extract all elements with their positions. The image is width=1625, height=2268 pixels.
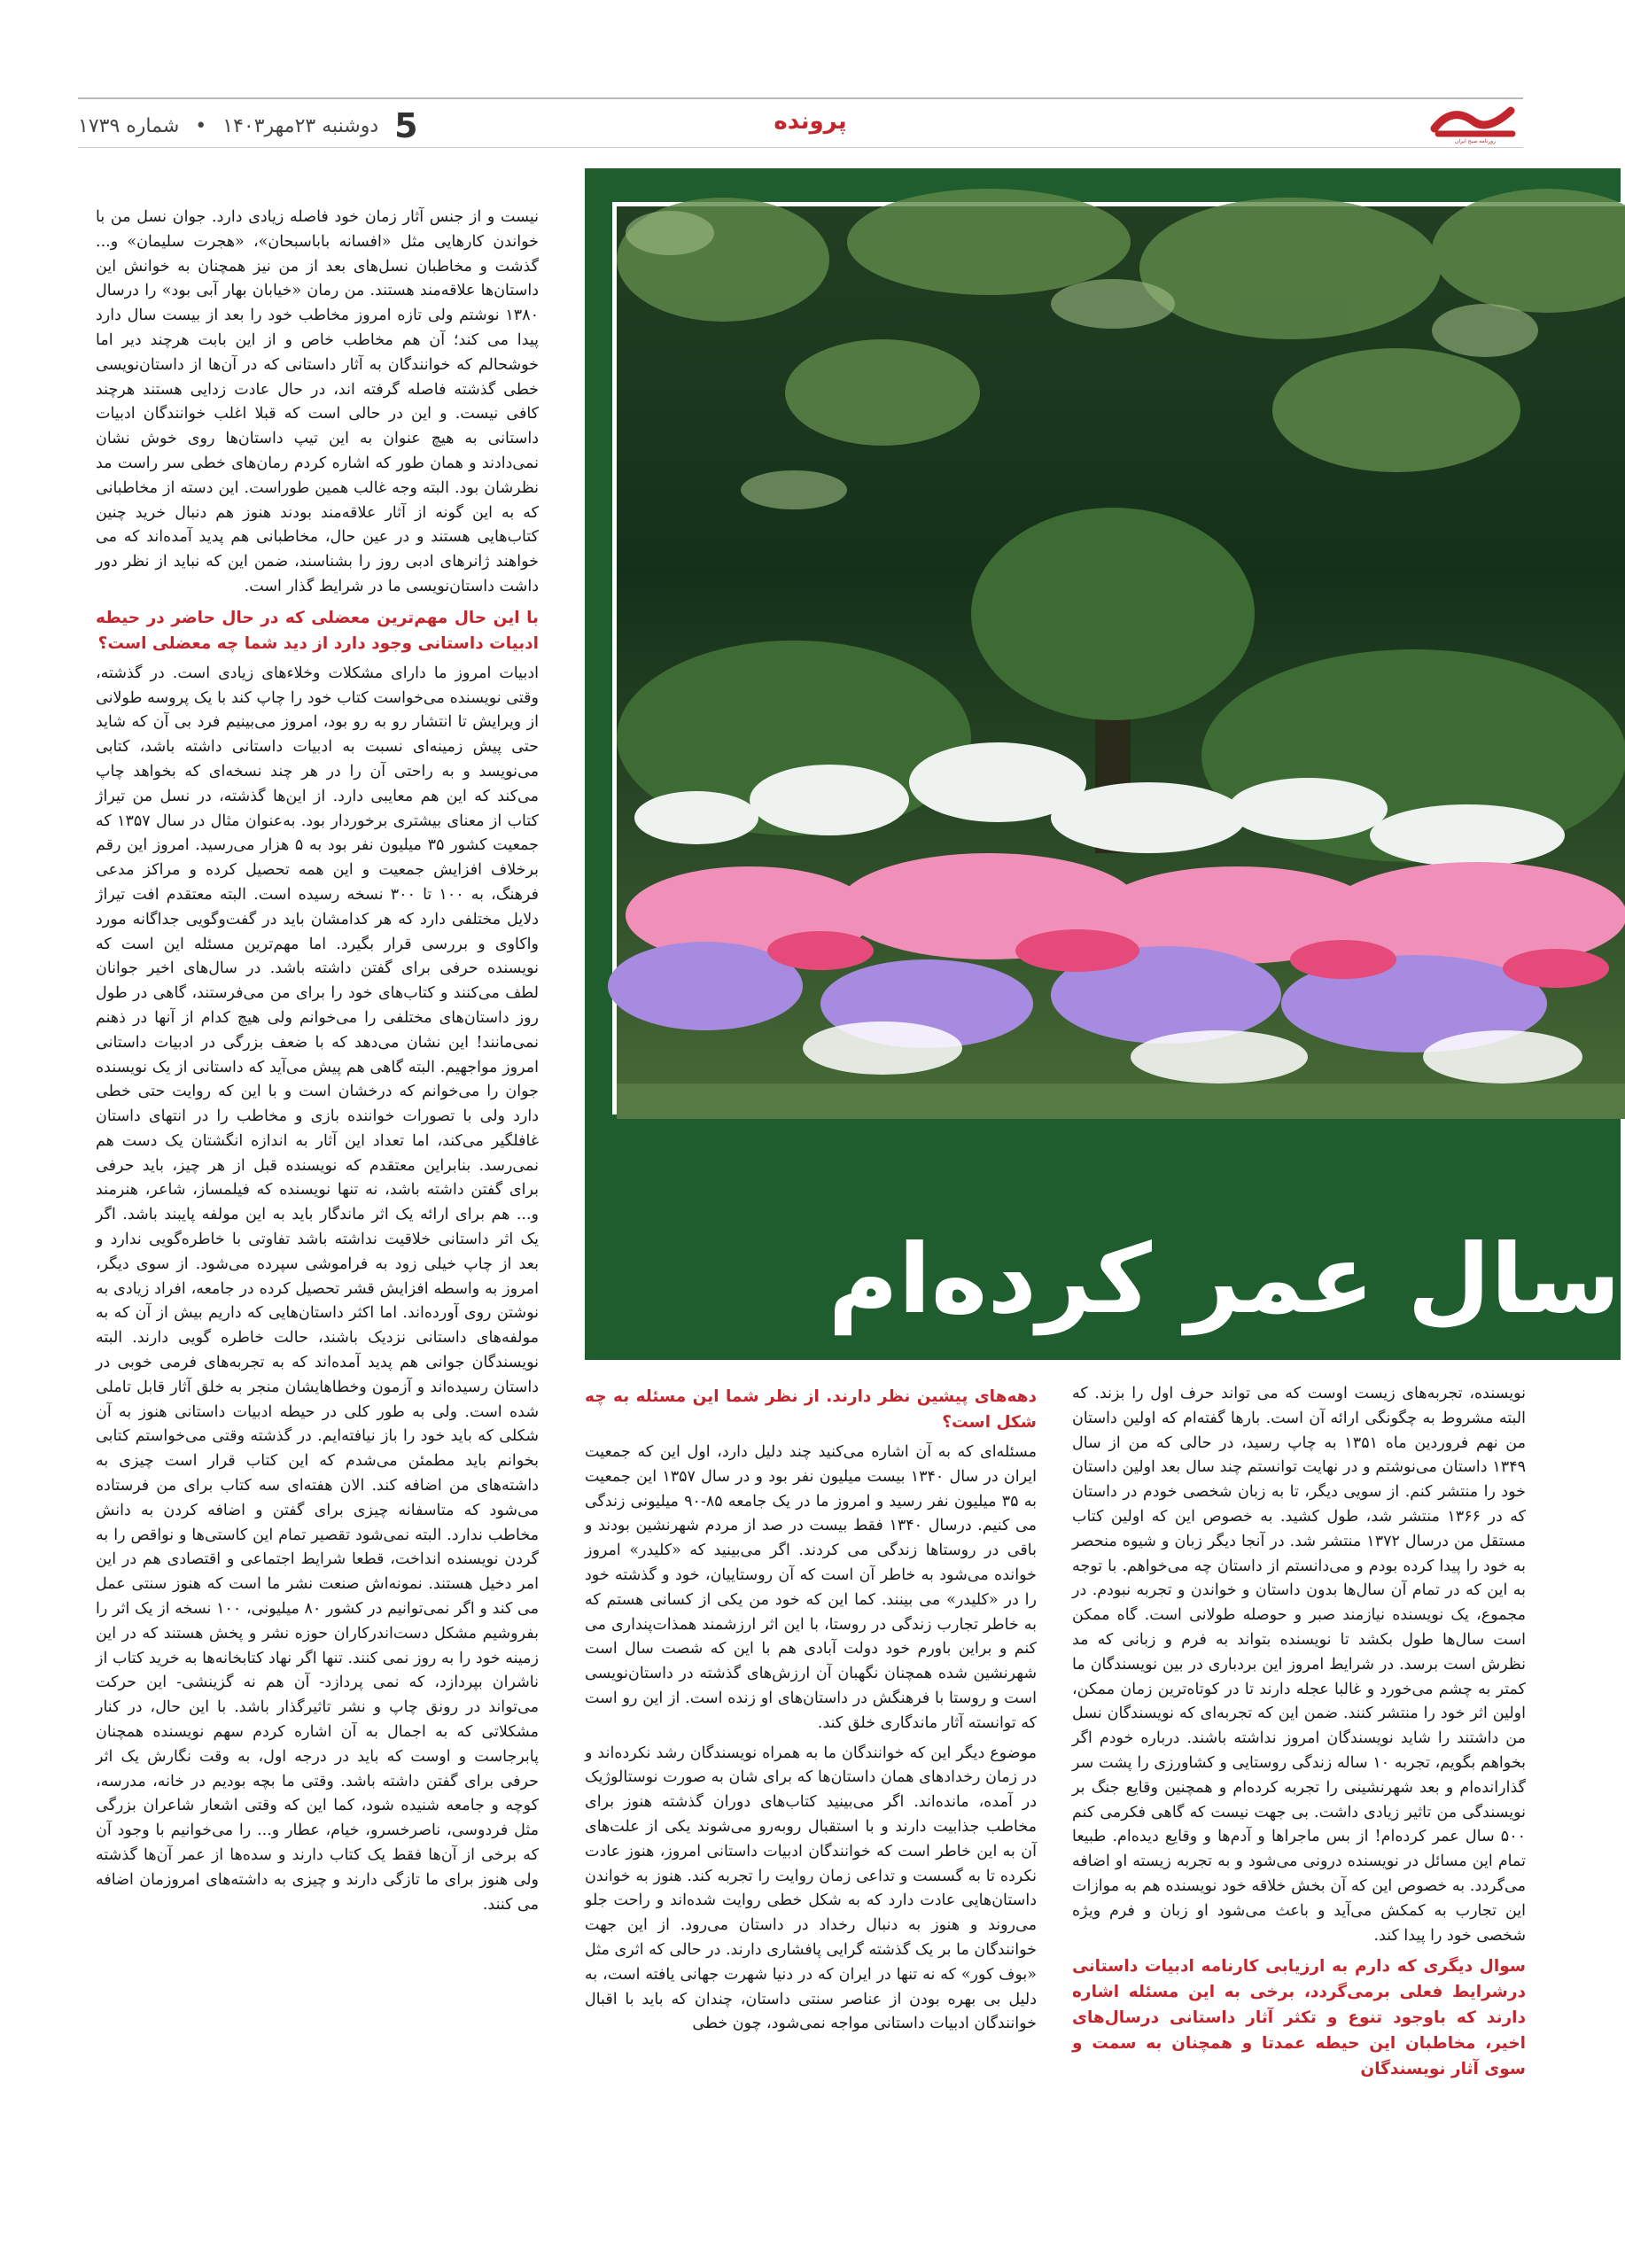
paragraph: موضوع دیگر این که خوانندگان ما به همراه نویسندگان رشد نکرده‌اند و در زمان رخدادهای همان داستان‌ها که برای شان به صورت نوستالوژیک در آمده، مانده‌اند. اگر می‌بینید کتاب‌های دوران گذشته هنوز برای مخاطب جذابیت دارند و با استقبال روبه‌رو می‌شوند یکی از علت‌های آن به این خاطر است که خوانندگان ادبیات داستانی امروز، هنوز عادت نکرده تا به گسست و تداعی زمان روایت را تجربه کند. هنوز به خواندن داستان‌هایی عادت دارد که به شکل خطی روایت شده‌اند و راحت جلو می‌روند و هنوز به دنبال رخداد در داستان می‌رود. از این جهت خوانندگان ما بر یک گذشته گرایی پافشاری دارند. در حالی که اثری مثل «بوف کور» که نه تنها در ایران که در دنیا شهرت جهانی یافته است، به دلیل بی بهره بودن از عناصر سنتی داستان، چندان که باید با اقبال خوانندگان ادبیات داستانی مواجه نمی‌شود، چون خطی <box>585 1744 1037 2033</box>
article-column-left <box>96 206 539 2172</box>
page-header <box>0 0 1621 168</box>
header-rule-top <box>78 97 1523 99</box>
logo-tagline: روزنامه صبح ایران <box>1455 138 1496 144</box>
page-info <box>78 106 418 145</box>
feature-photo <box>612 202 1621 1115</box>
section-title: پرونده <box>774 108 847 135</box>
header-rule-bottom <box>78 147 1523 148</box>
headline: سال عمر کرده‌ام <box>828 1224 1621 1335</box>
flower-garden-image <box>617 206 1625 1119</box>
article-column-right <box>1072 1382 1526 2171</box>
paragraph: نیست و از جنس آثار زمان خود فاصله زیادی دارد. جوان نسل من با خواندن کارهایی مثل «افسانه باباسبحان»، «هجرت سلیمان» و... گذشت و مخاطبان نسل‌های بعد از من نیز همچنان به خوانش این داستان‌ها علاقه‌مند هستند. من رمان «خیابان بهار آبی بود» را درسال ۱۳۸۰ نوشتم ولی تازه امروز مخاطب خود را بعد از بیست سال دارد پیدا می کند؛ آن هم مخاطب خاص و از این بابت هرچند دیر اما خوشحالم که خوانندگان به آثار داستانی که در آن‌ها از داستان‌نویسی خطی گذشته فاصله گرفته اند، در حال عادت زدایی هستند هرچند کافی نیست. و این در حالی است که قبلا اغلب خوانندگان ادبیات داستانی به هیچ عنوان به این تیپ داستان‌ها روی خوش نشان نمی‌دادند و همان طور که اشاره کردم رمان‌های خطی سر راست مد نظرشان بود. البته وجه غالب همین طوراست. این دسته از مخاطبانی که به این گونه از آثار علاقه‌مند بودند هنوز هم دنبال خرید چنین کتاب‌هایی هستند و در عین حال، مخاطبانی هم پدید آمده‌اند که می خواهند ژانرهای ادبی روز را بشناسند، ضمن این که نباید از نظر دور داشت داستان‌نویسی ما در شرایط گذار است. <box>96 208 539 595</box>
paragraph: ادبیات امروز ما دارای مشکلات وخلاءهای زیادی است. در گذشته، وقتی نویسنده می‌خواست کتاب خود را چاپ کند با یک پروسه طولانی از ویرایش تا انتشار رو به رو بود، امروز می‌بینیم فرد بی آن که شاید حتی پیش زمینه‌ای نسبت به ادبیات داستانی داشته باشد، کتابی می‌نویسد و به راحتی آن را در هر چند نسخه‌ای که بخواهد چاپ می‌کند که این هم معایبی دارد. از این‌ها گذشته، در نسل من تیراژ کتاب از معنای بیشتری برخوردار بود. به‌عنوان مثال در سال ۱۳۵۷ که جمعیت کشور ۳۵ میلیون نفر بود به ۵ هزار می‌رسید. امروز این رقم برخلاف افزایش جمعیت و این همه تحصیل کرده و مراکز مدعی فرهنگ، به ۱۰۰ تا ۳۰۰ نسخه رسیده است. البته معتقدم افت تیراژ دلایل مختلفی دارد که هر کدامشان باید در گفت‌وگویی جداگانه مورد واکاوی و بررسی قرار بگیرد. اما مهم‌ترین مسئله این است که نویسنده حرفی برای گفتن داشته باشد. در سال‌های اخیر جوانان لطف می‌کنند و کتاب‌های خود را برای من می‌فرستند، گاهی در طول روز داستان‌های مختلفی را می‌خوانم ولی هیچ کدام از آنها در ذهنم نمی‌مانند! این نشان می‌دهد که با ضعف بزرگی در ادبیات داستانی امروز مواجهیم. البته گاهی هم پیش می‌آید که داستانی از یک نویسنده جوان را می‌خوانم که درخشان است و با این که روایت حتی خطی دارد ولی با تصورات خواننده بازی و مخاطب را در انتهای داستان غافلگیر می‌کند، اما تعداد این آثار به اندازه انگشتان یک دست هم نمی‌رسد. بنابراین معتقدم که نویسنده قبل از هر چیز، باید حرفی برای گفتن داشته باشد، نه تنها نویسنده که فیلمساز، شاعر، هنرمند و... هم برای ارائه یک اثر ماندگار باید به این مولفه پایبند باشد. اگر یک اثر داستانی خلاقیت نداشته باشد تفاوتی با خاطره‌گویی ندارد و بعد از چاپ خیلی زود به فراموشی سپرده می‌شود. از سوی دیگر، امروز به واسطه افزایش قشر تحصیل کرده در جامعه، افراد زیادی به نوشتن روی آورده‌اند. اما اکثر داستان‌هایی که داریم بیش از آن که به مولفه‌های داستانی نزدیک باشند، حالت خاطره گویی دارند. البته نویسندگان جوانی هم پدید آمده‌اند که به تجربه‌های فرمی خوبی در داستان رسیده‌اند و آزمون وخطاهایشان منجر به خلق آثار قابل تاملی شده است. ولی به طور کلی در حیطه ادبیات داستانی هنوز به آن شکلی که باید خود را باز نیافته‌ایم. در گذشته وقتی می‌خواستم کتابی بخوانم باید مطمئن می‌شدم که این کتاب قرار است چیزی به داشته‌های من اضافه کند. الان هفته‌ای سه کتاب برای من فرستاده می‌شود که متاسفانه چیزی برای گفتن و اضافه کردن به دانش مخاطب ندارد. البته نمی‌شود تقصیر تمام این کاستی‌ها و نواقص را به گردن نویسنده انداخت، قطعا شرایط اجتماعی و اقتصادی هم در این امر دخیل هستند. نمونه‌اش صنعت نشر ما است که هنوز سنتی عمل می کند و اگر نمی‌توانیم در کشور ۸۰ میلیونی، ۱۰۰ نسخه از یک اثر را بفروشیم مشکل دست‌اندرکاران حوزه نشر و پخش هستند که در این زمینه خود را به روز نمی کنند. تنها اگر نهاد کتابخانه‌ها به خرید کتاب از ناشران بپردازد، که نمی پردازد- آن هم نه گزینشی- این حرکت می‌تواند در رونق چاپ و نشر تاثیرگذار باشد. با این حال، در کنار مشکلاتی که به اجمال به آن اشاره کردم سهم نویسنده همچنان پابرجاست و اوست که باید در درجه اول، به وقت نگارش یک اثر حرفی برای گفتن داشته باشد. وقتی ما بچه بودیم در خانه، مدرسه، کوچه و جامعه شنیده شود، کما این که وقتی اشعار شاعران بزرگی مثل فردوسی، ناصرخسرو، خیام، عطار و... را می‌خوانیم با وجود آن که برخی از آن‌ها فقط یک کتاب دارند و سده‌ها از عمر آن‌ها گذشته ولی هنوز برای ما تازگی دارند و چیزی به داشته‌های امروزمان اضافه می کنند. <box>96 664 540 1914</box>
issue-date: دوشنبه ۲۳مهر۱۴۰۳ <box>222 114 379 137</box>
paragraph: مسئله‌ای که به آن اشاره می‌کنید چند دلیل دارد، اول این که جمعیت ایران در سال ۱۳۴۰ بیست میلیون نفر بود و در سال ۱۳۵۷ این جمعیت به ۳۵ میلیون نفر رسید و امروز ما در یک جامعه ۸۵-۹۰ میلیونی زندگی می کنیم. درسال ۱۳۴۰ فقط بیست در صد از مردم شهرنشین بودند و باقی در روستاها زندگی می کردند. اگر می‌بینید که «کلیدر» امروز خوانده می‌شود به خاطر آن است که آن روستاییان، خود و گذشته خود را در «کلیدر» می بینند. کما این که خود من یکی از کسانی هستم که به خاطر تجارب زندگی در روستا، با این اثر ارزشمند همذات‌پنداری می کنم و براین باورم خود دولت آبادی هم با این که شصت سال است شهرنشین شده همچنان نگهبان آن ارزش‌های گذشته در داستان‌نویسی است و روستا با فرهنگش در داستان‌های او زنده است. از این رو است که توانسته آثار ماندگاری خلق کند. <box>585 1443 1037 1732</box>
bullet-separator: • <box>195 114 207 137</box>
article-column-middle <box>585 1382 1037 2171</box>
interview-question: دهه‌های پیشین نظر دارند. از نظر شما این مسئله به چه شکل است؟ <box>585 1387 1037 1432</box>
interview-question: با این حال مهم‌ترین معضلی که در حال حاضر در حیطه ادبیات داستانی وجود دارد از دید شما چه معضلی است؟ <box>96 608 539 653</box>
page-number: 5 <box>394 106 418 145</box>
interview-question: سوال دیگری که دارم به ارزیابی کارنامه ادبیات داستانی درشرایط فعلی برمی‌گردد، برخی به این مسئله اشاره دارند که باوجود تنوع و تکثر آثار داستانی درسال‌های اخیر، مخاطبان این حیطه عمدتا و همچنان به سمت و سوی آثار نویسندگان <box>1072 1957 1526 2079</box>
paragraph: نویسنده، تجربه‌های زیست اوست که می تواند حرف اول را بزند. که البته مشروط به چگونگی ارائه آن است. بارها گفته‌ام که اولین داستان من نهم فروردین ماه ۱۳۵۱ به چاپ رسید، در حالی که من از سال ۱۳۴۹ داستان می‌نوشتم و در نهایت توانستم چند سال بعد اولین داستان خود را منتشر کنم. از سویی دیگر، تا به زبان شخصی خودم در داستان که در ۱۳۶۶ منتشر شد، طول کشید. به خصوص این که اولین کتاب مستقل من درسال ۱۳۷۲ منتشر شد. در آنجا دیگر زبان و شیوه منحصر به خود را پیدا کرده بودم و می‌دانستم از داستان چه می‌خواهم. با توجه به این که در تمام آن سال‌ها بدون داستان و خواندن و تجربه نبودم. در مجموع، یک نویسنده نیازمند صبر و حوصله طولانی است. گاه ممکن است سال‌ها طول بکشد تا نویسنده بتواند به فرم و زبانی که مد نظرش است برسد. در شرایط امروز این بردباری در بین نویسندگان ما کمتر به چشم می‌خورد و غالبا عجله دارند تا در کوتاه‌ترین زمان ممکن، اولین اثر خود را منتشر کنند. ضمن این که تجربه‌ای که نویسندگان نسل من داشتند را شاید نویسندگان امروز نداشته باشند. درباره خودم اگر بخواهم بگویم، تجربه ۱۰ ساله زندگی روستایی و کشاورزی را پشت سر گذارانده‌ام و بعد شهرنشینی را تجربه کرده‌ام و همچنین وقایع جنگ بر نویسندگی من تاثیر زیادی داشت. بی جهت نیست که گاهی فکرمی کنم ۵۰۰ سال عمر کرده‌ام! از بس ماجراها و آدم‌ها و وقایع دیده‌ام. طبیعا تمام این مسائل در نویسنده درونی می‌شود و به تجربه زیسته او اضافه می‌گردد. به خصوص این که آن بخش خلاقه خود نویسنده هم به موازات این تجارب به کمکش می‌آید و باعث می‌شود او زبان و فرم ویژه شخصی خود را پیدا کند. <box>1072 1385 1526 1945</box>
issue-number: شماره ۱۷۳۹ <box>78 114 180 137</box>
